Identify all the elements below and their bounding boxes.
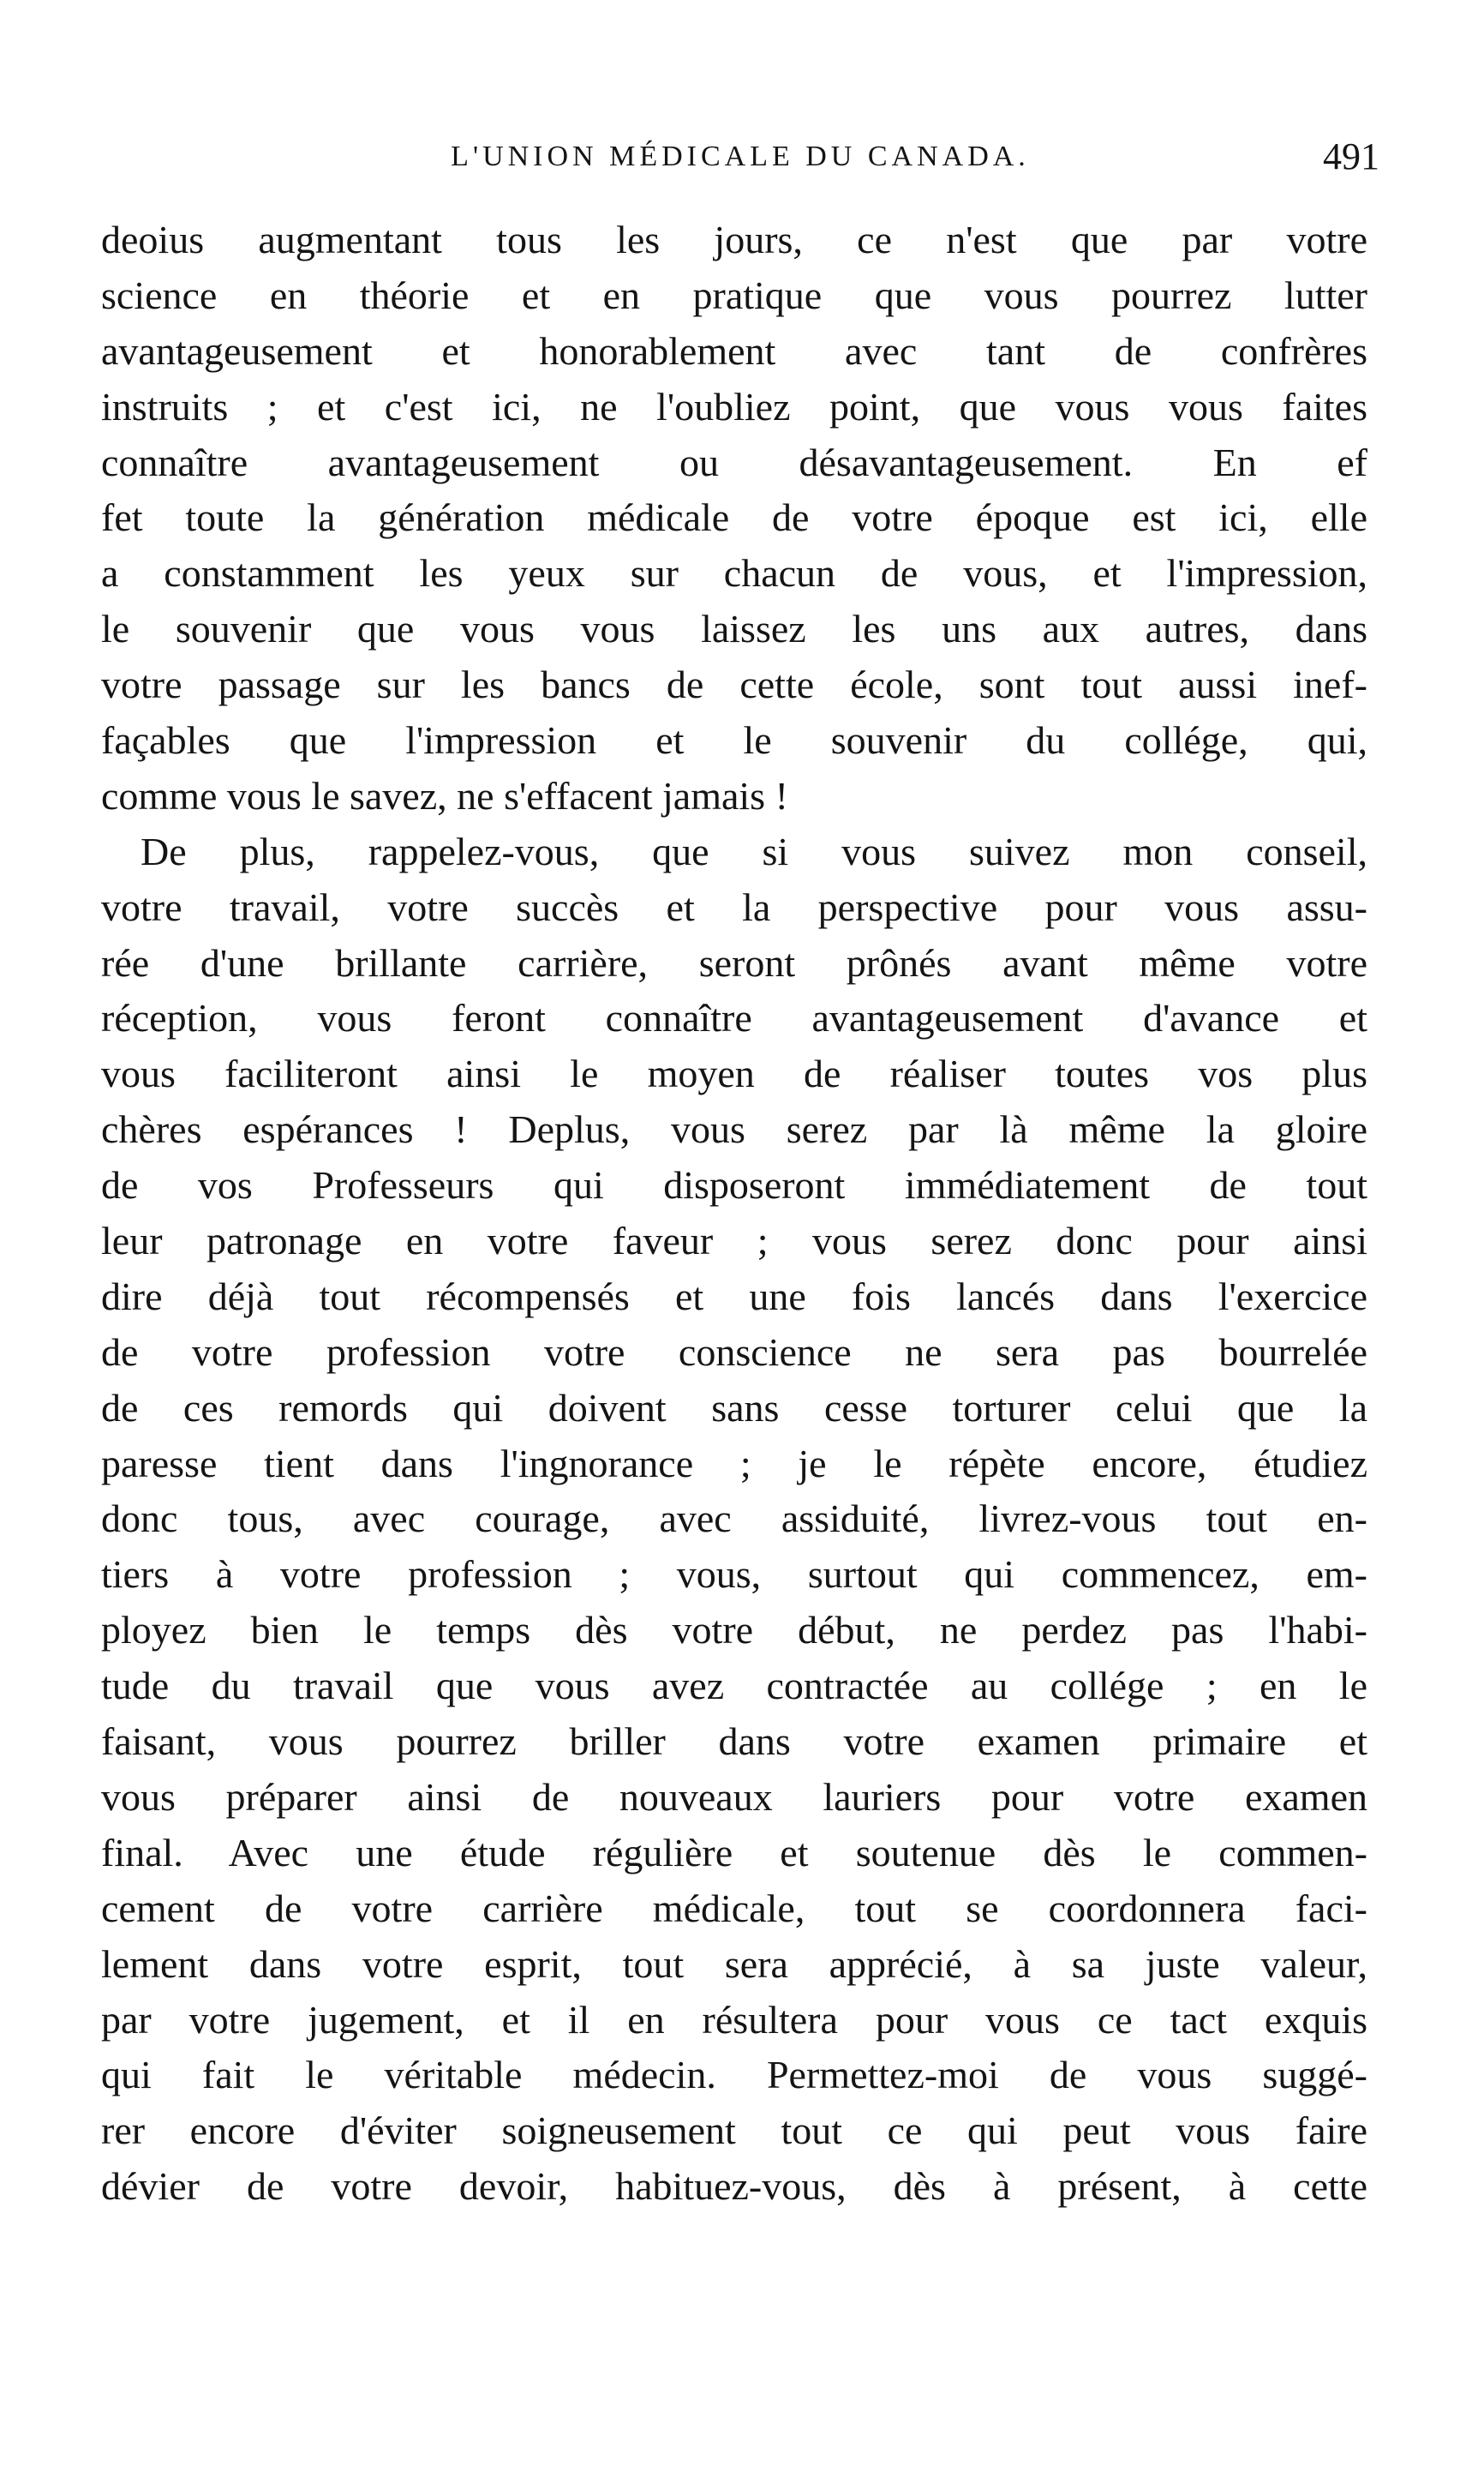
text-line: deoius augmentant tous les jours, ce n'est que par votre — [101, 218, 1367, 261]
text-line: instruits ; et c'est ici, ne l'oubliez point, que vous vous faites — [101, 384, 1367, 429]
text-line: ployez bien le temps dès votre début, ne perdez pas l'habi- — [101, 1608, 1367, 1652]
text-line: faisant, vous pourrez briller dans votre examen primaire et — [101, 1719, 1367, 1764]
text-line: de votre profession votre conscience ne sera pas bourrelée — [101, 1329, 1367, 1374]
body-text — [101, 213, 1367, 2215]
text-line: façables que l'impression et le souvenir du collége, qui, — [101, 718, 1367, 763]
text-line: réception, vous feront connaître avantageusement d'avance et — [101, 996, 1367, 1041]
text-line: fet toute la génération médicale de votre époque est ici, elle — [101, 495, 1367, 540]
text-line: votre travail, votre succès et la perspective pour vous assu- — [101, 885, 1367, 929]
text-line: le souvenir que vous vous laissez les uns aux autres, dans — [101, 607, 1367, 651]
text-line: donc tous, avec courage, avec assiduité, livrez-vous tout en- — [101, 1496, 1367, 1541]
text-line: a constamment les yeux sur chacun de vous, et l'impression, — [101, 551, 1367, 596]
running-head — [101, 135, 1379, 178]
text-line: tiers à votre profession ; vous, surtout qui commencez, em- — [101, 1552, 1367, 1597]
text-line: avantageusement et honorablement avec tant de confrères — [101, 328, 1367, 373]
text-line: dire déjà tout récompensés et une fois lancés dans l'exercice — [101, 1274, 1367, 1318]
running-title: L'UNION MÉDICALE DU CANADA. — [451, 141, 1030, 172]
text-line: vous préparer ainsi de nouveaux lauriers pour votre examen — [101, 1774, 1367, 1819]
text-line: rer encore d'éviter soigneusement tout ce qui peut vous faire — [101, 2108, 1367, 2153]
text-line: leur patronage en votre faveur ; vous serez donc pour ainsi — [101, 1219, 1367, 1263]
text-line: dévier de votre devoir, habituez-vous, dès à présent, à cette — [101, 2164, 1367, 2209]
text-line: connaître avantageusement ou désavantageusement. En ef — [101, 440, 1367, 484]
text-line: tude du travail que vous avez contractée au collége ; en le — [101, 1664, 1367, 1708]
text-line: lement dans votre esprit, tout sera apprécié, à sa juste valeur, — [101, 1941, 1367, 1986]
text-line: votre passage sur les bancs de cette école, sont tout aussi inef- — [101, 663, 1367, 707]
text-line: par votre jugement, et il en résultera pour vous ce tact exquis — [101, 1997, 1367, 2042]
text-line: rée d'une brillante carrière, seront prônés avant même votre — [101, 940, 1367, 985]
text-line: science en théorie et en pratique que vous pourrez lutter — [101, 273, 1367, 317]
page-number: 491 — [1323, 135, 1379, 177]
text-line: chères espérances ! Deplus, vous serez par là même la gloire — [101, 1107, 1367, 1152]
text-line: cement de votre carrière médicale, tout se coordonnera faci- — [101, 1886, 1367, 1930]
text-line: comme vous le savez, ne s'effacent jamais ! — [101, 773, 788, 818]
text-line: vous faciliteront ainsi le moyen de réaliser toutes vos plus — [101, 1052, 1367, 1096]
text-line: De plus, rappelez-vous, que si vous suivez mon conseil, — [141, 829, 1367, 873]
text-line: de vos Professeurs qui disposeront immédiatement de tout — [101, 1163, 1367, 1208]
text-line: final. Avec une étude régulière et soutenue dès le commen- — [101, 1830, 1367, 1874]
text-line: paresse tient dans l'ingnorance ; je le répète encore, étudiez — [101, 1441, 1367, 1485]
text-line: qui fait le véritable médecin. Permettez-moi de vous suggé- — [101, 2053, 1367, 2097]
text-line: de ces remords qui doivent sans cesse torturer celui que la — [101, 1385, 1367, 1430]
